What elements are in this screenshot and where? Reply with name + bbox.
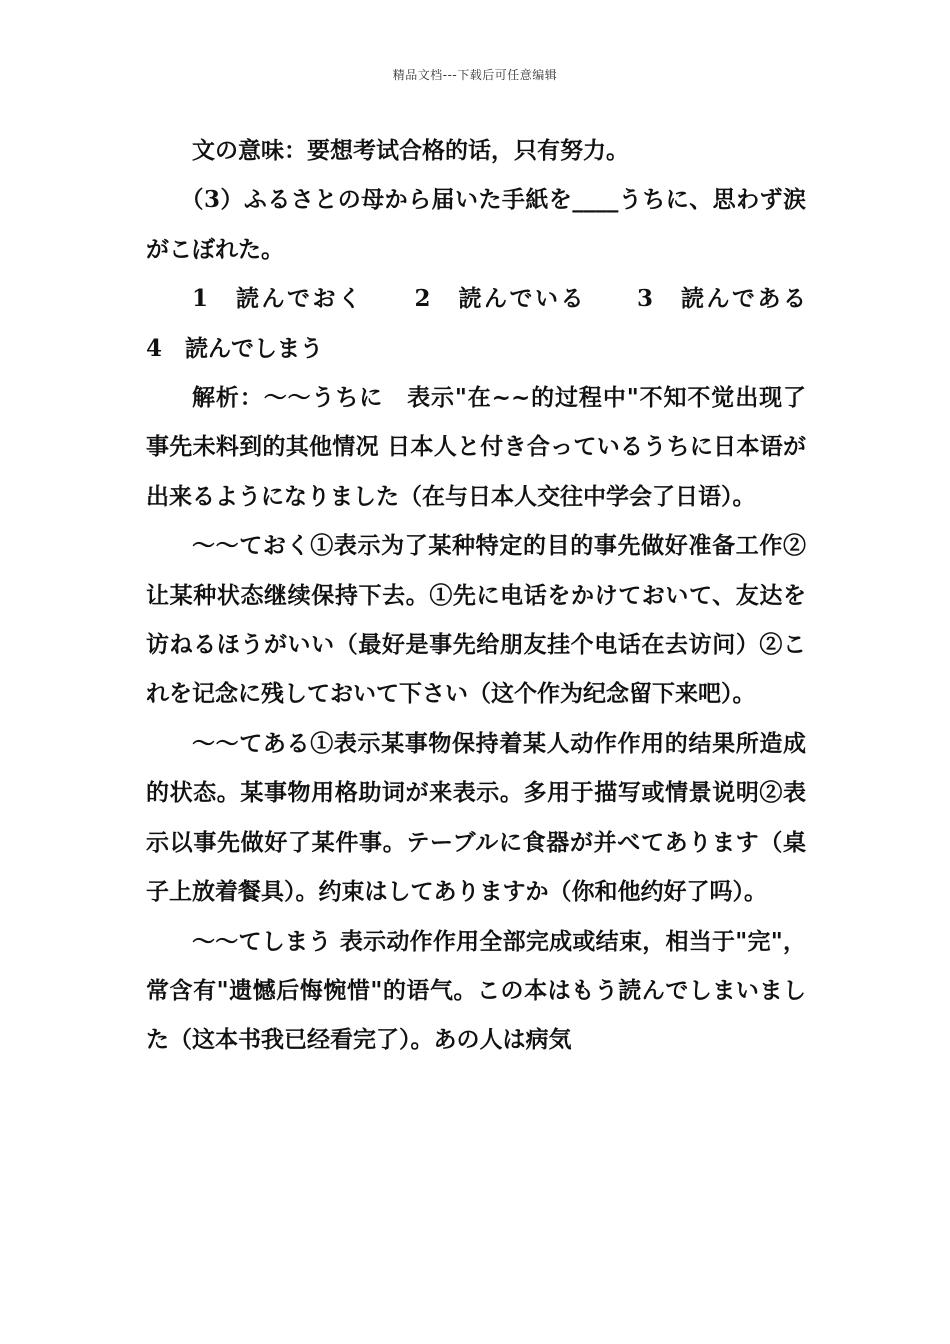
question-paragraph: （3）ふるさとの母から届いた手紙を____うちに、思わず涙がこぼれた。 xyxy=(146,186,806,263)
analysis-uchini-paragraph: 解析：～～うちに 表示"在~~的过程中"不知不觉出现了事先未料到的其他情况 日本人と付き合っているうちに日本语が出来るようになりました（在与日本人交往中学会了日语）。 xyxy=(146,384,806,510)
analysis-teshimau-paragraph: ～～てしまう 表示动作作用全部完成或结束，相当于"完"，常含有"遗憾后悔惋惜"的语气。この本はもう読んでしまいました（这本书我已经看完了）。あの人は病気 xyxy=(146,927,806,1054)
options-paragraph: 1 読んでおく 2 読んでいる 3 読んである 4 読んでしまう xyxy=(146,285,852,362)
document-body xyxy=(146,126,852,1065)
analysis-teoku-paragraph: ～～ておく①表示为了某种特定的目的事先做好准备工作②让某种状态继续保持下去。①先に电话をかけておいて、友达を访ねるほうがいい（最好是事先给朋友挂个电话在去访问）②これを记念に残しておいて下さい（这个作为纪念留下来吧）。 xyxy=(146,532,806,708)
analysis-tearu-paragraph: ～～てある①表示某事物保持着某人动作作用的结果所造成的状态。某事物用格助词が来表示。多用于描写或情景说明②表示以事先做好了某件事。テーブルに食器が并べてあります（桌子上放着餐具）。约束はしてありますか（你和他约好了吗）。 xyxy=(146,729,806,906)
page-header: 精品文档---下载后可任意编辑 xyxy=(392,68,558,82)
meaning-paragraph: 文の意味：要想考试合格的话，只有努力。 xyxy=(192,137,629,164)
